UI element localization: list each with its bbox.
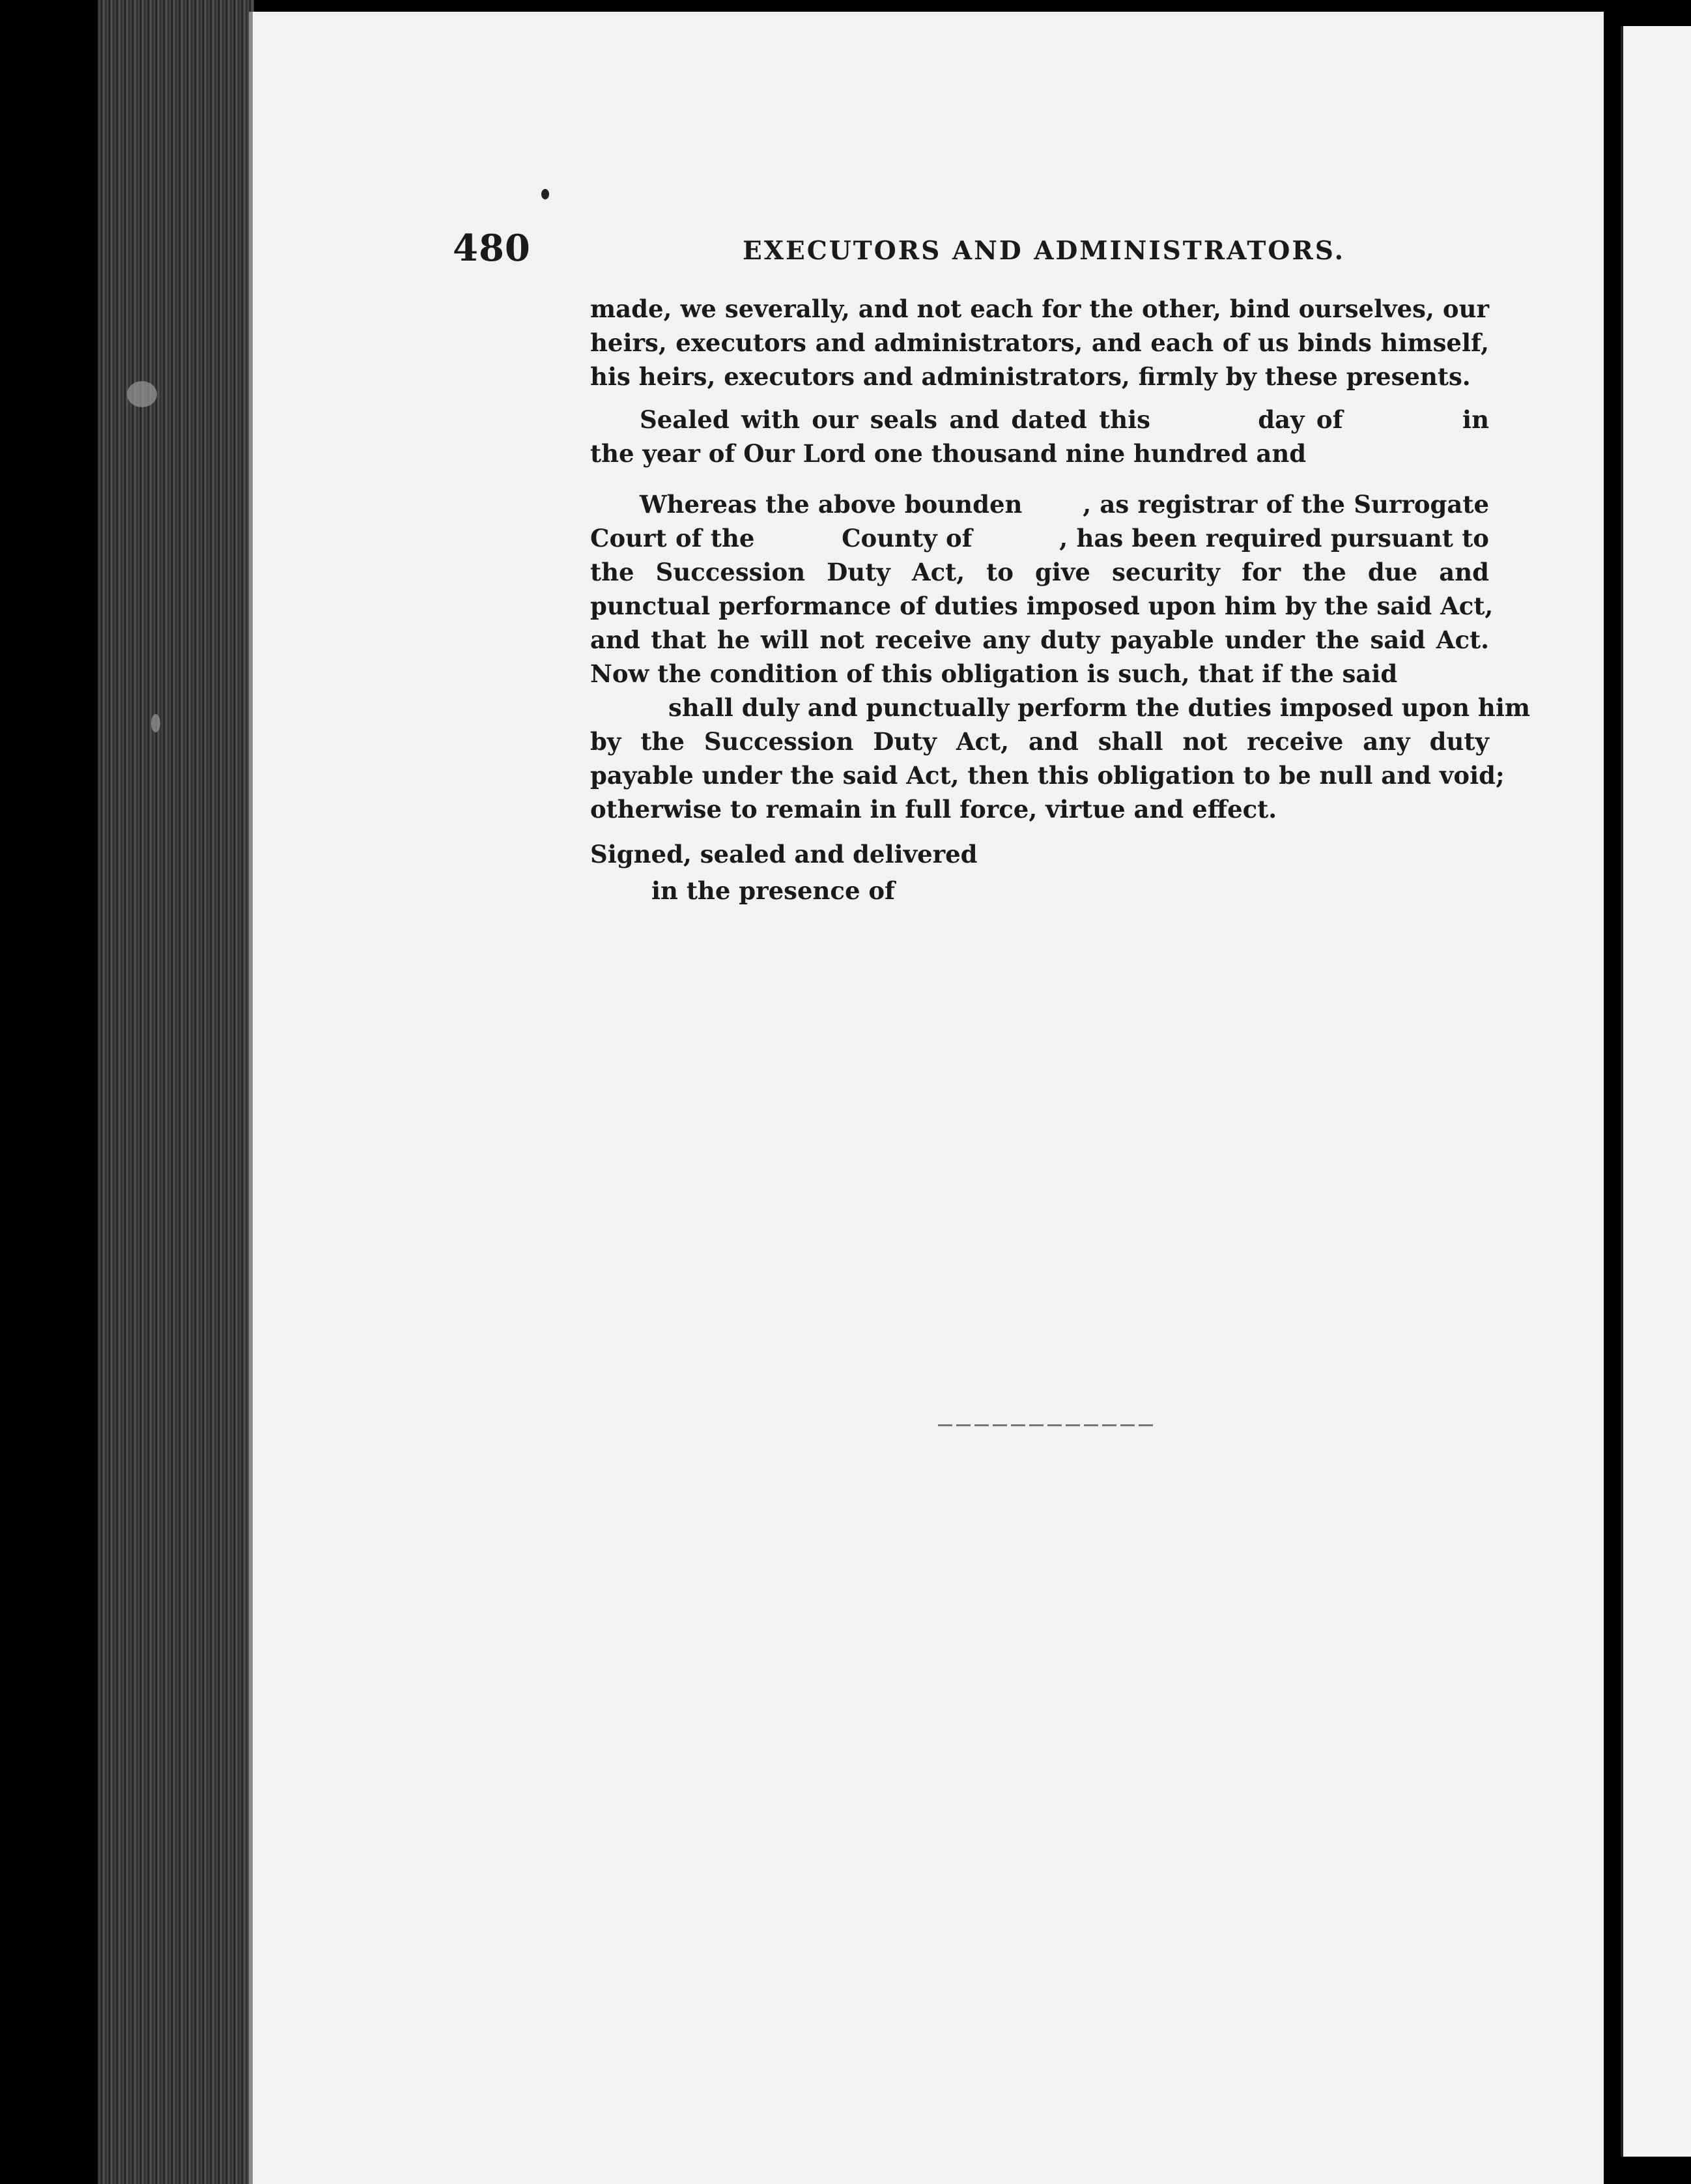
body-line: made, we severally, and not each for the other, bind ourselves, our	[590, 295, 1489, 323]
page-smudge	[151, 714, 160, 732]
printer-dot-mark	[541, 189, 549, 199]
book-spine-edge	[98, 0, 254, 2184]
body-line: Now the condition of this obligation is such, that if the said	[590, 659, 1398, 688]
body-line: and that he will not receive any duty payable under the said Act.	[590, 625, 1489, 654]
body-line: Sealed with our seals and dated this day of in	[640, 405, 1489, 434]
signature-block	[590, 836, 978, 909]
facing-page-edge	[1621, 26, 1691, 2157]
body-line: otherwise to remain in full force, virtue and effect.	[590, 795, 1277, 824]
body-line: the Succession Duty Act, to give security for the due and	[590, 558, 1489, 586]
signature-line-2: in the presence of	[651, 876, 895, 905]
body-line: shall duly and punctually perform the duties imposed upon him	[668, 693, 1531, 722]
page-smudge	[127, 381, 157, 407]
closing-rule	[938, 1424, 1153, 1426]
body-line: his heirs, executors and administrators, firmly by these presents.	[590, 362, 1471, 391]
body-line: punctual performance of duties imposed upon him by the said Act,	[590, 592, 1494, 620]
body-line: Court of the County of , has been required pursuant to	[590, 524, 1489, 553]
body-line: the year of Our Lord one thousand nine hundred and	[590, 439, 1307, 468]
signature-line-1: Signed, sealed and delivered	[590, 840, 978, 869]
document-body	[590, 292, 1531, 826]
body-line: by the Succession Duty Act, and shall not receive any duty	[590, 727, 1489, 756]
body-line: heirs, executors and administrators, and each of us binds himself,	[590, 328, 1489, 357]
page-number: 480	[453, 227, 531, 270]
body-line: Whereas the above bounden , as registrar of the Surrogate	[640, 490, 1489, 519]
body-line: payable under the said Act, then this obligation to be null and void;	[590, 761, 1505, 790]
running-head: EXECUTORS AND ADMINISTRATORS.	[743, 236, 1346, 266]
